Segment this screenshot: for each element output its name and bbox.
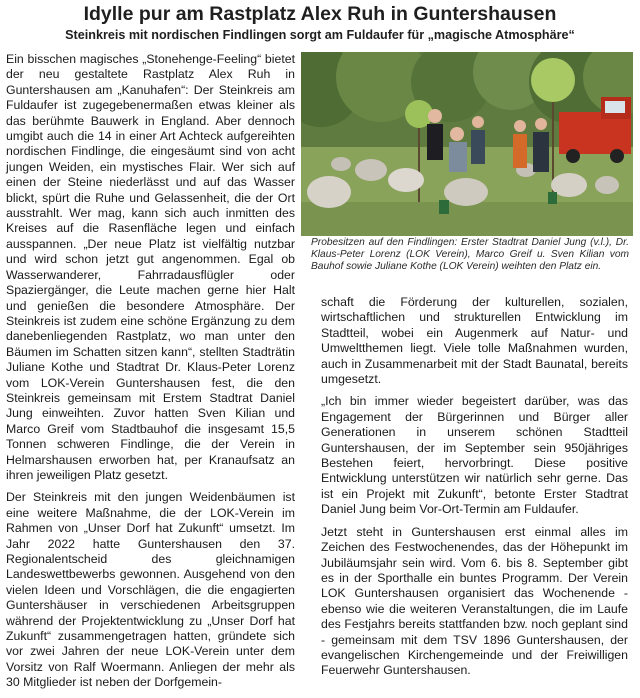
headline: Idylle pur am Rastplatz Alex Ruh in Guntershausen <box>83 3 557 25</box>
photo-caption: Probesitzen auf den Findlingen: Erster Stadtrat Daniel Jung (v.l.), Dr. Klaus-Peter Lorenz (LOK Verein), Marco Greif u. Sven Kilian vom Bauhof sowie Juliane Kothe (LOK Verein) weihten den Platz ein. <box>311 237 629 273</box>
paragraph: Jetzt steht in Guntershausen erst einmal alles im Zeichen des Festwochenendes, das der Höhepunkt im Jubiläumsjahr sein wird. Vom 6. bis 8. September gibt es in der Sporthalle ein buntes Programm. Der Verein LOK Guntershausen organisiert das Wochenende - ebenso wie die weiteren Veranstaltungen, die im Laufe des Festjahrs bereits stattfanden bzw. noch geplant sind - gemeinsam mit dem TSV 1896 Guntershausen, der evangelischen Kirchengemeinde und der Freiwilligen Feuerwehr Guntershausen. <box>321 524 628 678</box>
paragraph: „Ich bin immer wieder begeistert darüber, was das Engagement der Bürgerinnen und Bürger aller Generationen in unserem schönen Stadtteil Guntershausen, der im September sein 950jähriges Bestehen feiert, hervorbringt. Diese positive Entwicklung unterstützen wir natürlich sehr gerne. Das ist ein Projekt mit Zukunft“, betonte Erster Stadtrat Daniel Jung beim Vor-Ort-Termin am Fuldaufer. <box>321 394 628 517</box>
paragraph: Ein bisschen magisches „Stonehenge-Feeling“ bietet der neu gestaltete Rastplatz Alex Ruh in Guntershausen am „Kanuhafen“: Der Steinkreis am Fuldaufer ist zugegebenermaßen etwas kleiner als das berühmte Bauwerk in England. Aber dennoch umgibt auch die 14 in einer Art Achteck aufgereihten nordischen Findlinge, die eingesäumt sind von acht jungen Weiden, ein mystisches Flair. Wer sich auf einen der Steine niederlässt und auf das Wasser blickt, spürt die Ruhe und Gelassenheit, die der Ort ausstrahlt. Wer mag, kann sich auch inmitten des Kreises auf die Rasenfläche legen und einfach ausspannen. „Der neue Platz ist vielfältig nutzbar und wird schon jetzt gut angenommen. Egal ob Wasserwanderer, Fahrradausflügler oder Spaziergänger, die Leute machen gerne hier Halt und genießen die besondere Atmosphäre. Der Steinkreis ist zudem eine schöne Ergänzung zu dem danebenliegenden Rastplatz, wo man unter den Bäumen im Schatten sitzen kann“, stellten Stadträtin Juliane Kothe und Stadtrat Dr. Klaus-Peter Lorenz vom LOK-Verein Guntershausen fest, die den Steinkreis gemeinsam mit Erstem Stadtrat Daniel Jung einweihten. Zuvor hatten Sven Kilian und Marco Greif vom Stadtbauhof die insgesamt 15,5 Tonnen schweren Findlinge, die der Verein in Helmarshausen erworben hat, per Kranaufsatz an ihren jeweiligen Platz gesetzt. <box>6 52 295 482</box>
left-column <box>6 52 295 698</box>
right-column <box>321 295 628 686</box>
paragraph: Der Steinkreis mit den jungen Weidenbäumen ist eine weitere Maßnahme, die der LOK-Verein im Rahmen von „Unser Dorf hat Zukunft“ umsetzt. Im Jahr 2022 hatte Guntershausen den 37. Regionalentscheid des gleichnamigen Landeswettbewerbs gewonnen. Ausgehend von den vielen Ideen und Vorschlägen, die die engagierten Guntershäuser in verschiedenen Arbeitsgruppen während der Projektentwicklung zu „Unser Dorf hat Zukunft“ zusammengetragen hatten, gründete sich vor zwei Jahren der neue LOK-Verein unter dem Vorsitz von Ralf Woermann. Anliegen der mehr als 30 Mitglieder ist neben der Dorfgemein- <box>6 490 295 690</box>
article-photo <box>301 52 633 236</box>
subheadline: Steinkreis mit nordischen Findlingen sorgt am Fuldaufer für „magische Atmosphäre“ <box>65 28 575 42</box>
paragraph: schaft die Förderung der kulturellen, sozialen, wirtschaftlichen und strukturellen Entwicklung im Stadtteil, wobei ein Augenmerk auf Natur- und Umweltthemen liegt. Viele tolle Maßnahmen wurden, auch in Zusammenarbeit mit der Stadt Baunatal, bereits umgesetzt. <box>321 295 628 387</box>
